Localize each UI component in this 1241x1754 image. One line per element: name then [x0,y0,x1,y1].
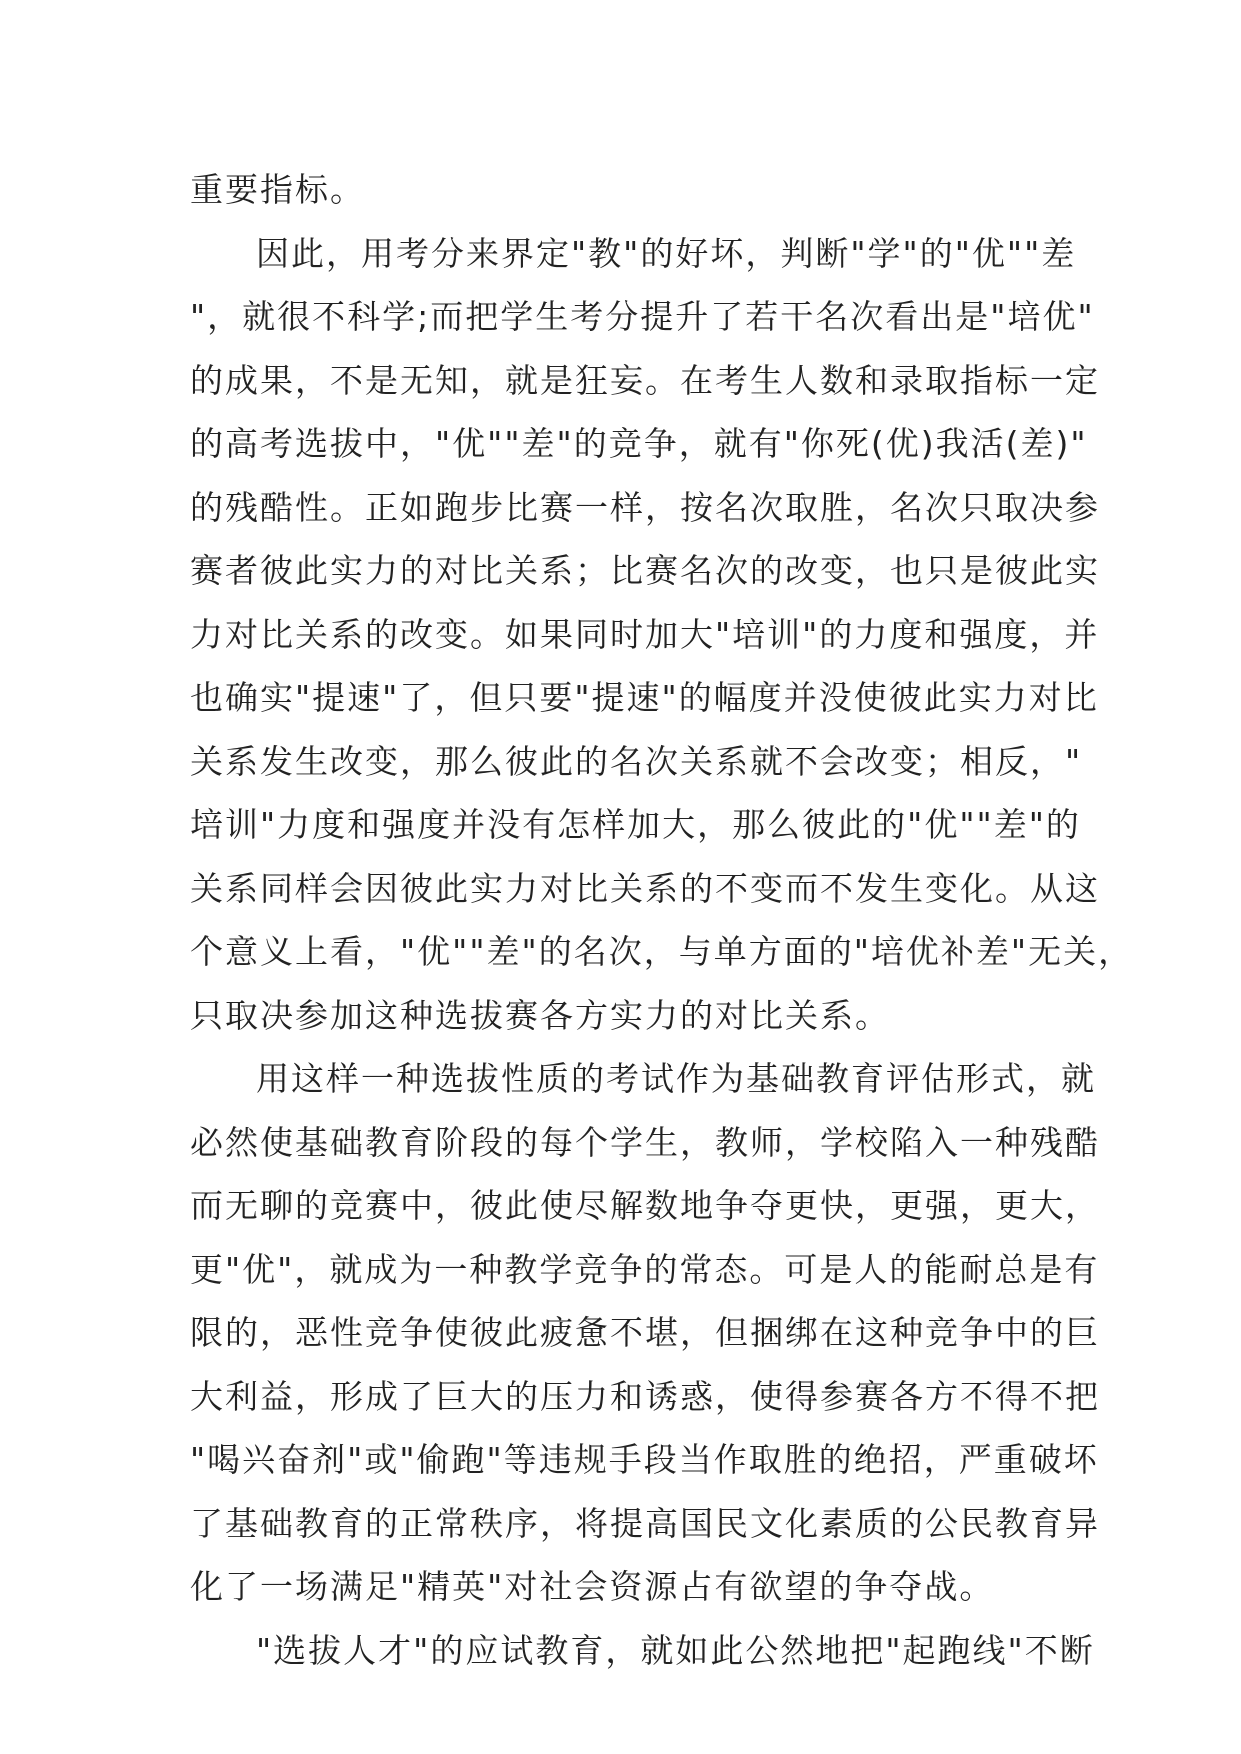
text-line: 更"优"，就成为一种教学竞争的常态。可是人的能耐总是有 [190,1249,1100,1289]
text-line: "选拔人才"的应试教育，就如此公然地把"起跑线"不断 [256,1630,1095,1670]
paragraph [190,1619,1095,1683]
text-line: 的成果，不是无知，就是狂妄。在考生人数和录取指标一定 [190,360,1100,400]
text-line: 用这样一种选拔性质的考试作为基础教育评估形式，就 [256,1059,1096,1098]
text-line: 关系发生改变，那么彼此的名次关系就不会改变；相反，" [190,741,1083,781]
text-line: "，就很不科学;而把学生考分提升了若干名次看出是"培优" [190,297,1095,336]
text-line: 只取决参加这种选拔赛各方实力的对比关系。 [190,995,890,1035]
text-line: 而无聊的竞赛中，彼此使尽解数地争夺更快，更强，更大， [190,1186,1100,1225]
text-line: 培训"力度和强度并没有怎样加大，那么彼此的"优""差"的 [190,805,1081,844]
paragraph [190,222,1134,1048]
text-line: 大利益，形成了巨大的压力和诱惑，使得参赛各方不得不把 [190,1376,1100,1416]
text-line: 必然使基础教育阶段的每个学生，教师，学校陷入一种残酷 [190,1122,1100,1162]
paragraph [190,1047,1100,1619]
text-line: 赛者彼此实力的对比关系；比赛名次的改变，也只是彼此实 [190,551,1100,590]
text-line: 力对比关系的改变。如果同时加大"培训"的力度和强度，并 [190,614,1100,654]
text-line: 化了一场满足"精英"对社会资源占有欲望的争夺战。 [190,1567,995,1606]
paragraph [190,158,1070,222]
text-line: 个意义上看，"优""差"的名次，与单方面的"培优补差"无关， [190,932,1134,971]
text-line: "喝兴奋剂"或"偷跑"等违规手段当作取胜的绝招，严重破坏 [190,1440,1099,1479]
document-body [190,158,1134,1682]
text-line: 的残酷性。正如跑步比赛一样，按名次取胜，名次只取决参 [190,487,1100,527]
text-line: 因此，用考分来界定"教"的好坏，判断"学"的"优""差 [256,233,1077,273]
text-line: 关系同样会因彼此实力对比关系的不变而不发生变化。从这 [190,868,1100,908]
text-line: 也确实"提速"了，但只要"提速"的幅度并没使彼此实力对比 [190,678,1099,717]
text-line: 限的，恶性竞争使彼此疲惫不堪，但捆绑在这种竞争中的巨 [190,1313,1100,1352]
text-line: 了基础教育的正常秩序，将提高国民文化素质的公民教育异 [190,1503,1100,1543]
text-line: 的高考选拔中，"优""差"的竞争，就有"你死(优)我活(差)" [190,424,1088,463]
text-line: 重要指标。 [190,170,365,209]
